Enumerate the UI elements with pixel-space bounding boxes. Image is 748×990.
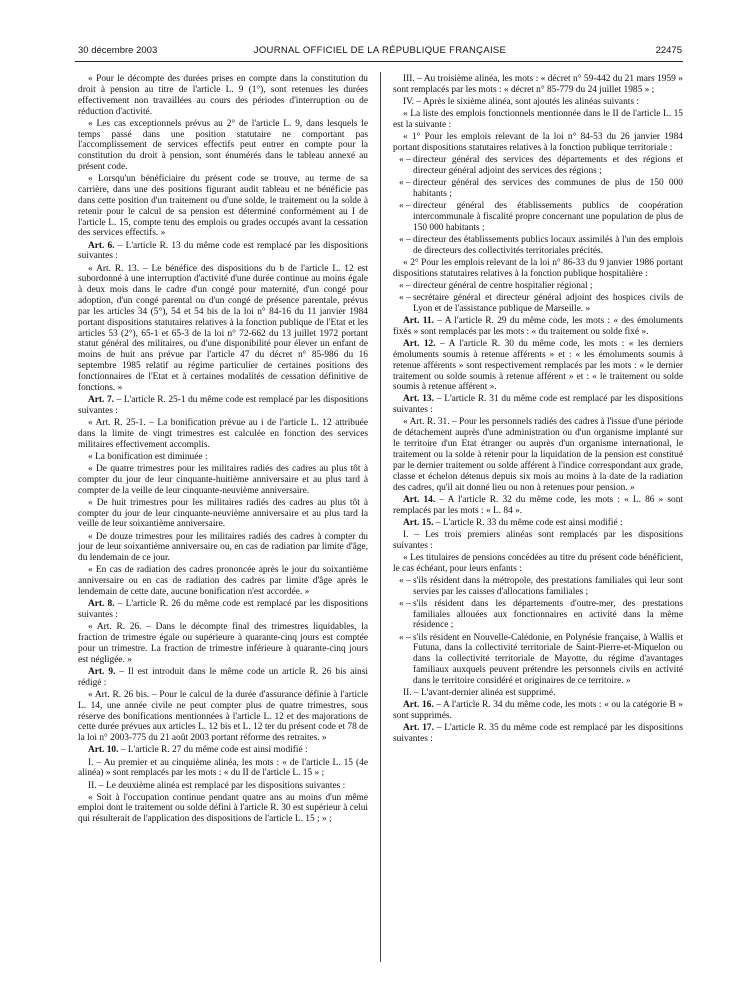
paragraph	[393, 417, 683, 493]
paragraph-text: – L'article R. 26 du même code est remplacé par les dispositions suivantes :	[78, 599, 368, 621]
paragraph	[393, 201, 683, 234]
paragraph-text: « Soit à l'occupation continue pendant quatre ans au moins d'un même emploi dont le traitement ou solde défini à l'article R. 30 est supérieur à celui qui résulterait de l'application des dispositions de l'article L. 15 ; » ;	[78, 792, 368, 825]
article-number: Art. 14.	[403, 494, 436, 505]
paragraph-text: « En cas de radiation des cadres prononcée après le jour du soixantième anniversaire ou en cas de radiation des cadres par limite d'âge après le lendemain de cette date, aucune bonification n'est accordée. »	[78, 565, 368, 598]
article-number: Art. 7.	[88, 394, 114, 405]
paragraph-text: – A l'article R. 32 du même code, les mots : « L. 86 » sont remplacés par les mots : « L. 84 ».	[393, 494, 683, 516]
paragraph-text: « Les cas exceptionnels prévus au 2° de l'article L. 9, dans lesquels le temps passé dans une position statutaire ne comportant pas l'accomplissement de services effectifs peut entrer en compte pour la constitution du droit à pension, sont énumérés dans le tableau annexé au présent code.	[78, 118, 368, 173]
journal-title: JOURNAL OFFICIEL DE LA RÉPUBLIQUE FRANÇAISE	[253, 45, 507, 56]
paragraph-text: I. – Les trois premiers alinéas sont remplacés par les dispositions suivantes :	[393, 529, 683, 551]
paragraph	[78, 793, 368, 826]
paragraph	[393, 633, 683, 687]
paragraph-text: s'ils résident en Nouvelle-Calédonie, en Polynésie française, à Wallis et Futuna, dans la collectivité territoriale de Saint-Pierre-et-Miquelon ou dans la collectivité territoriale de Mayotte, du régime d'avantages familiaux auxquels peuvent prétendre les personnels civils en activité dans le territoire considéré et originaires de ce territoire. »	[413, 632, 683, 686]
paragraph	[393, 109, 683, 131]
paragraph-text: « Pour le décompte des durées prises en compte dans la constitution du droit à pension au titre de l'article L. 9 (1°), sont retenues les durées effectivement non travaillées au cours des périodes d'interruption ou de réduction d'activité.	[78, 74, 368, 117]
paragraph-text: – L'article R. 31 du même code est remplacé par les dispositions suivantes :	[393, 394, 683, 416]
paragraph-text: – L'article R. 27 du même code est ainsi modifié :	[118, 745, 308, 756]
page-number: 22475	[655, 45, 682, 56]
paragraph-text: « De quatre trimestres pour les militaires radiés des cadres au plus tôt à compter du jour de leur cinquante-huitième anniversaire et au plus tard à compter de la veille de leur cinquante-neuvième anniversaire.	[78, 463, 368, 496]
paragraph	[393, 530, 683, 552]
paragraph-text: directeur général des services des départements et des régions et directeur général adjoint des services des régions ;	[413, 155, 683, 176]
paragraph	[78, 565, 368, 598]
article-number: Art. 15.	[403, 517, 434, 528]
paragraph-text: « De douze trimestres pour les militaires radiés des cadres à compter du jour de leur soixantième anniversaire ou, en cas de radiation par limite d'âge, du lendemain de ce jour.	[78, 531, 368, 564]
paragraph-text: directeur général des établissements publics de coopération intercommunale à fiscalité propre concernant une population de plus de 150 000 habitants ;	[413, 201, 683, 233]
paragraph	[393, 74, 683, 96]
paragraph-text: – L'article R. 33 du même code est ainsi modifié :	[433, 517, 623, 528]
paragraph	[393, 235, 683, 257]
paragraph	[393, 155, 683, 177]
paragraph	[78, 599, 368, 621]
article-number: Art. 6.	[88, 240, 115, 251]
paragraph-text: directeur général de centre hospitalier régional ;	[413, 280, 593, 291]
paragraph	[393, 97, 683, 108]
paragraph-text: « De huit trimestres pour les militaires radiés des cadres au plus tôt à compter du jour de leur cinquante-neuvième anniversaire et au plus tard la veille de leur soixantième anniversaire.	[78, 497, 368, 530]
paragraph	[78, 174, 368, 239]
paragraph	[393, 599, 683, 632]
article-number: Art. 12.	[403, 338, 436, 349]
paragraph	[393, 281, 683, 292]
paragraph-text: – L'article R. 35 du même code est remplacé par les dispositions suivantes :	[393, 723, 683, 745]
paragraph-text: s'ils résident dans les départements d'outre-mer, des prestations familiales allouées aux fonctionnaires en activité dans la même résidence ;	[413, 598, 683, 631]
paragraph	[393, 688, 683, 699]
paragraph-text: – Il est introduit dans le même code un article R. 26 bis ainsi rédigé :	[78, 666, 368, 688]
paragraph-text: « Art. R. 13. – Le bénéfice des dispositions du b de l'article L. 12 est subordonné à une interruption d'activité d'une durée continue au moins égale à deux mois dans le cadre d'un congé pour maternité, d'un congé pour adoption, d'un congé parental ou d'un congé de présence parentale, prévus par les articles 34 (5°), 54 et 54 bis de la loi n° 84-16 du 11 janvier 1984 portant dispositions statutaires relatives à la fonction publique de l'Etat et les articles 53 (2°), 65-1 et 65-3 de la loi n° 72-662 du 13 juillet 1972 portant statut général des militaires, ou d'une disponibilité pour élever un enfant de moins de huit ans prévue par l'article 47 du décret n° 85-986 du 16 septembre 1985 relatif au régime particulier de certaines positions des fonctionnaires de l'Etat et à certaines modalités de cessation définitive de fonctions. »	[78, 263, 368, 393]
paragraph-text: – A l'article R. 29 du même code, les mots : « des émoluments fixés » sont remplacés par les mots : « du traitement ou solde fixé ».	[393, 315, 683, 337]
article-number: Art. 10.	[88, 745, 119, 756]
paragraph-text: « Art. R. 31. – Pour les personnels radiés des cadres à l'issue d'une période de détachement auprès d'une administration ou d'un organisme implanté sur le territoire d'un Etat étranger ou auprès d'un organisme international, le traitement ou la solde à retenir pour la liquidation de la pension est constitué par le dernier traitement ou solde afférent à l'indice correspondant aux grade, classe et échelon détenus depuis six mois au moins à la date de la radiation des cadres, qu'il ait donné lieu ou non à retenues pour pension. »	[393, 417, 683, 493]
right-column	[393, 74, 683, 746]
paragraph	[78, 418, 368, 451]
paragraph	[78, 781, 368, 792]
paragraph	[393, 518, 683, 529]
paragraph	[393, 258, 683, 280]
paragraph-text: II. – Le deuxième alinéa est remplacé par les dispositions suivantes :	[88, 780, 346, 791]
article-number: Art. 9.	[88, 666, 116, 677]
paragraph-text: « Lorsqu'un bénéficiaire du présent code se trouve, au terme de sa carrière, dans une des positions figurant audit tableau et ne bénéficie pas dans cette position d'un traitement ou d'une solde, le traitement ou la solde à retenir pour le calcul de sa pension est déterminé conformément au I de l'article L. 15, compte tenu des emplois ou grades occupés avant la cessation des services effectifs. »	[78, 174, 368, 239]
paragraph	[78, 264, 368, 394]
paragraph	[78, 667, 368, 689]
article-number: Art. 11.	[403, 315, 434, 326]
paragraph-text: II. – L'avant-dernier alinéa est supprimé.	[403, 688, 556, 699]
paragraph	[78, 74, 368, 117]
paragraph-text: IV. – Après le sixième alinéa, sont ajoutés les alinéas suivants :	[403, 96, 639, 107]
paragraph	[393, 700, 683, 722]
paragraph	[78, 452, 368, 463]
left-column	[78, 74, 368, 826]
paragraph	[393, 293, 683, 315]
paragraph	[78, 758, 368, 780]
paragraph-text: secrétaire général et directeur général adjoint des hospices civils de Lyon et de l'assistance publique de Marseille. »	[413, 293, 683, 314]
paragraph	[78, 119, 368, 173]
paragraph	[393, 339, 683, 393]
paragraph	[393, 495, 683, 517]
paragraph-text: « 1° Pour les emplois relevant de la loi n° 84-53 du 26 janvier 1984 portant dispositions statutaires relatives à la fonction publique territoriale :	[393, 132, 683, 153]
paragraph	[78, 690, 368, 744]
paragraph-text: « La bonification est diminuée :	[88, 451, 208, 462]
article-number: Art. 16.	[403, 700, 434, 711]
page-header	[78, 45, 682, 61]
paragraph-text: – A l'article R. 30 du même code, les mots : « les derniers émoluments soumis à retenue afférents » et : « les émoluments soumis à retenue afférents » sont respectivement remplacés par les mots : « le dernier traitement ou solde soumis à retenue afférent » et : « le traitement ou solde soumis à retenue afférent ».	[393, 338, 683, 393]
header-rule	[75, 61, 683, 62]
paragraph	[393, 553, 683, 575]
paragraph-text: « Art. R. 26. – Dans le décompte final des trimestres liquidables, la fraction de trimestre égale ou supérieure à quarante-cinq jours est comptée pour un trimestre. La fraction de trimestre inférieure à quarante-cinq jours est négligée. »	[78, 622, 368, 665]
header-date: 30 décembre 2003	[78, 45, 158, 56]
paragraph	[393, 178, 683, 200]
paragraph	[78, 464, 368, 497]
paragraph-text: – L'article R. 13 du même code est remplacé par les dispositions suivantes :	[78, 240, 368, 262]
paragraph-text: « Les titulaires de pensions concédées au titre du présent code bénéficient, le cas échéant, pour leurs enfants :	[393, 552, 683, 574]
paragraph	[78, 745, 368, 756]
paragraph	[78, 622, 368, 665]
paragraph	[393, 723, 683, 745]
paragraph	[393, 316, 683, 338]
paragraph-text: III. – Au troisième alinéa, les mots : « décret n° 59-442 du 21 mars 1959 » sont remplacés par les mots : « décret n° 85-779 du 24 juillet 1985 » ;	[393, 74, 683, 95]
paragraph	[393, 132, 683, 154]
article-number: Art. 13.	[403, 394, 434, 405]
paragraph-text: s'ils résident dans la métropole, des prestations familiales qui leur sont servies par les caisses d'allocations familiales ;	[413, 575, 683, 597]
paragraph	[78, 498, 368, 531]
paragraph	[393, 394, 683, 416]
paragraph-text: directeur des établissements publics locaux assimilés à l'un des emplois de directeurs des collectivités territoriales précités.	[413, 234, 683, 256]
column-divider	[380, 72, 381, 962]
paragraph-text: directeur général des services des communes de plus de 150 000 habitants ;	[413, 178, 683, 199]
paragraph-text: « La liste des emplois fonctionnels mentionnée dans le II de l'article L. 15 est la suivante :	[393, 109, 683, 130]
article-number: Art. 17.	[403, 723, 434, 734]
article-number: Art. 8.	[88, 599, 115, 610]
paragraph	[78, 532, 368, 565]
paragraph-text: « Art. R. 25-1. – La bonification prévue au i de l'article L. 12 attribuée dans la limite de vingt trimestres est calculée en fonction des services militaires effectivement accomplis.	[78, 417, 368, 450]
paragraph-text: I. – Au premier et au cinquième alinéa, les mots : « de l'article L. 15 (4e alinéa) » sont remplacés par les mots : « du II de l'article L. 15 » ;	[78, 757, 368, 779]
paragraph	[78, 395, 368, 417]
paragraph-text: – L'article R. 25-1 du même code est remplacé par les dispositions suivantes :	[78, 394, 368, 416]
paragraph	[393, 576, 683, 598]
paragraph-text: – A l'article R. 34 du même code, les mots : « ou la catégorie B » sont supprimés.	[393, 700, 683, 722]
paragraph-text: « Art. R. 26 bis. – Pour le calcul de la durée d'assurance définie à l'article L. 14, une année civile ne peut compter plus de quatre trimestres, sous réserve des bonifications mentionnées à l'article L. 12 et des majorations de cette durée prévues aux articles L. 12 bis et L. 12 ter du présent code et 78 de la loi n° 2003-775 du 21 août 2003 portant réforme des retraites. »	[78, 689, 368, 744]
paragraph-text: « 2° Pour les emplois relevant de la loi n° 86-33 du 9 janvier 1986 portant dispositions statutaires relatives à la fonction publique hospitalière :	[393, 257, 683, 279]
paragraph	[78, 241, 368, 263]
